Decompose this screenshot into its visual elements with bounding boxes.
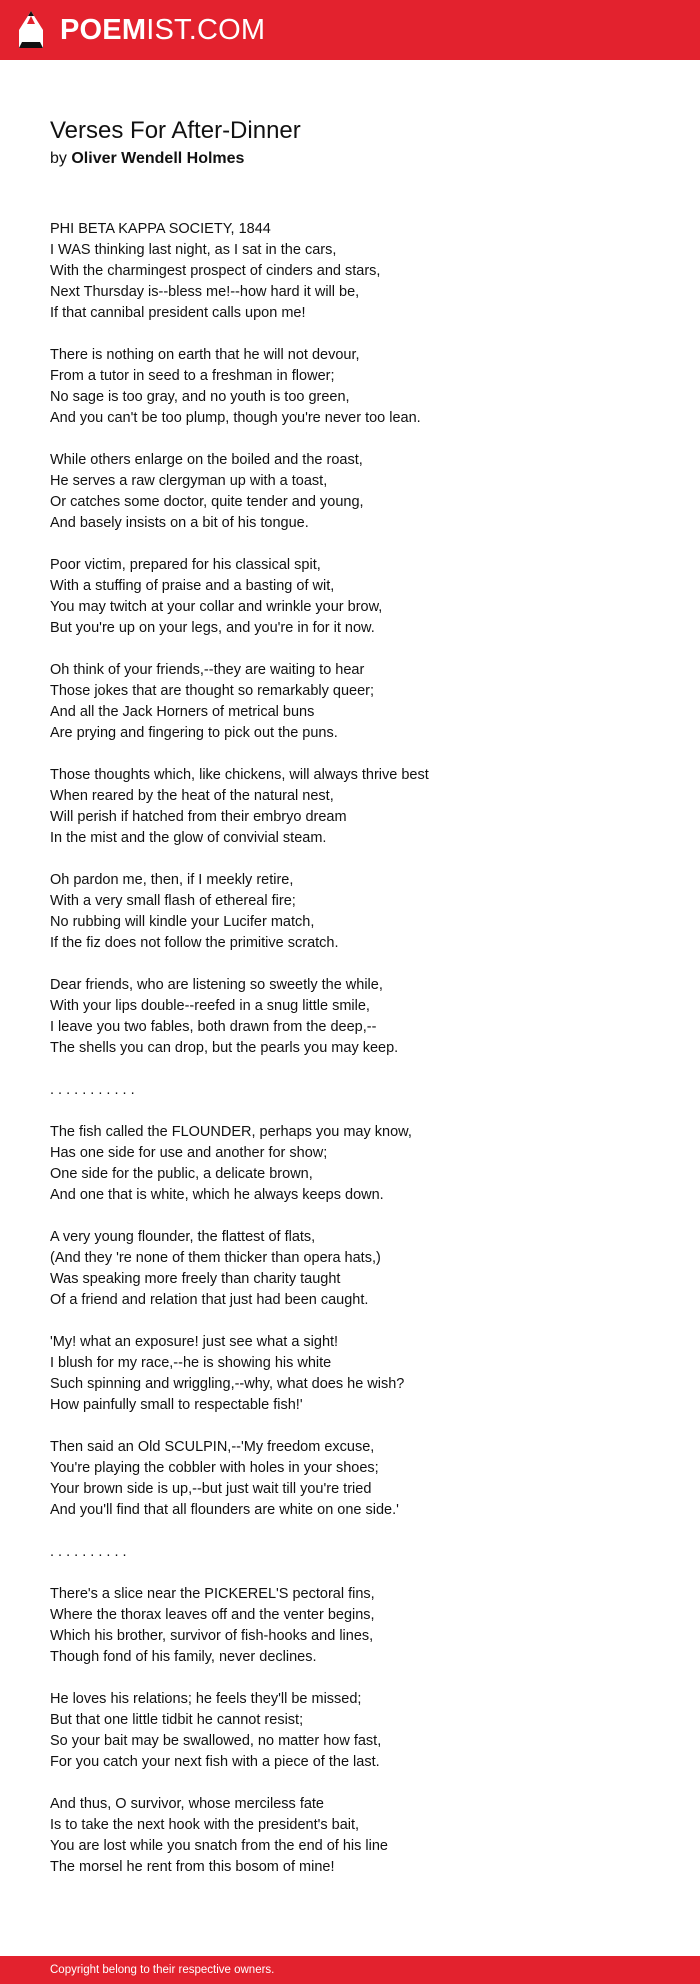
poem-line: Has one side for use and another for show;: [50, 1145, 328, 1161]
poem-line: I blush for my race,--he is showing his white: [50, 1355, 332, 1371]
poem-line: But you're up on your legs, and you're in for it now.: [50, 620, 375, 636]
site-logo-link[interactable]: [16, 10, 265, 50]
byline-prefix: by: [50, 150, 67, 167]
poem-line: But that one little tidbit he cannot resist;: [50, 1712, 304, 1728]
stanza: [50, 1794, 650, 1878]
poem-line: Are prying and fingering to pick out the puns.: [50, 725, 338, 741]
poem-line: 'My! what an exposure! just see what a sight!: [50, 1334, 339, 1350]
poem-line: Those jokes that are thought so remarkably queer;: [50, 683, 375, 699]
poem-line: Or catches some doctor, quite tender and young,: [50, 494, 364, 510]
pencil-icon: [16, 10, 46, 50]
poem-line: How painfully small to respectable fish!': [50, 1397, 303, 1413]
poem-header: [50, 116, 650, 170]
poem-line: He serves a raw clergyman up with a toast,: [50, 473, 328, 489]
poem-line: While others enlarge on the boiled and the roast,: [50, 452, 363, 468]
poem-line: With a very small flash of ethereal fire;: [50, 893, 296, 909]
top-bar: [0, 0, 700, 60]
poem-line: And thus, O survivor, whose merciless fate: [50, 1796, 324, 1812]
stanza: [50, 1584, 650, 1668]
stanza: [50, 219, 650, 324]
author-link[interactable]: Oliver Wendell Holmes: [71, 150, 245, 167]
poem-line: The fish called the FLOUNDER, perhaps you may know,: [50, 1124, 412, 1140]
poem-line: Will perish if hatched from their embryo dream: [50, 809, 347, 825]
poem-line: I WAS thinking last night, as I sat in the cars,: [50, 242, 337, 258]
poem-line: A very young flounder, the flattest of flats,: [50, 1229, 316, 1245]
poem-line: Poor victim, prepared for his classical spit,: [50, 557, 321, 573]
poem-line: If that cannibal president calls upon me!: [50, 305, 306, 321]
poem-line: In the mist and the glow of convivial steam.: [50, 830, 327, 846]
poem-line: There is nothing on earth that he will not devour,: [50, 347, 360, 363]
poem-line: One side for the public, a delicate brown,: [50, 1166, 313, 1182]
stanza: [50, 1227, 650, 1311]
poem-line: No rubbing will kindle your Lucifer match,: [50, 914, 315, 930]
poem-line: Oh pardon me, then, if I meekly retire,: [50, 872, 294, 888]
stanza: [50, 1332, 650, 1416]
logo-text: [60, 10, 265, 50]
poem-line: For you catch your next fish with a piece of the last.: [50, 1754, 380, 1770]
stanza: [50, 1437, 650, 1521]
poem-line: You're playing the cobbler with holes in your shoes;: [50, 1460, 379, 1476]
copyright-text: Copyright belong to their respective owners.: [50, 1964, 275, 1976]
stanza: [50, 1080, 650, 1101]
poem-line: And you can't be too plump, though you're never too lean.: [50, 410, 421, 426]
poem-line: If the fiz does not follow the primitive scratch.: [50, 935, 339, 951]
poem-line: So your bait may be swallowed, no matter how fast,: [50, 1733, 382, 1749]
poem-line: And you'll find that all flounders are white on one side.': [50, 1502, 399, 1518]
poem-line: There's a slice near the PICKEREL'S pectoral fins,: [50, 1586, 375, 1602]
poem-line: . . . . . . . . . . .: [50, 1082, 135, 1098]
poem-line: Dear friends, who are listening so sweetly the while,: [50, 977, 383, 993]
poem-line: . . . . . . . . . .: [50, 1544, 127, 1560]
logo-text-bold: POEM: [60, 14, 147, 46]
poem-body: [50, 219, 650, 1899]
stanza: [50, 345, 650, 429]
poem-line: (And they 're none of them thicker than opera hats,): [50, 1250, 381, 1266]
poem-line: With a stuffing of praise and a basting of wit,: [50, 578, 335, 594]
poem-line: And basely insists on a bit of his tongue.: [50, 515, 309, 531]
poem-line: Then said an Old SCULPIN,--'My freedom excuse,: [50, 1439, 375, 1455]
poem-line: No sage is too gray, and no youth is too green,: [50, 389, 350, 405]
poem-line: With the charmingest prospect of cinders and stars,: [50, 263, 381, 279]
poem-line: Those thoughts which, like chickens, will always thrive best: [50, 767, 429, 783]
stanza: [50, 765, 650, 849]
poem-line: Where the thorax leaves off and the venter begins,: [50, 1607, 375, 1623]
poem-line: And one that is white, which he always keeps down.: [50, 1187, 384, 1203]
poem-line: Next Thursday is--bless me!--how hard it will be,: [50, 284, 360, 300]
stanza: [50, 1542, 650, 1563]
poem-line: Such spinning and wriggling,--why, what does he wish?: [50, 1376, 405, 1392]
poem-line: And all the Jack Horners of metrical buns: [50, 704, 315, 720]
stanza: [50, 870, 650, 954]
stanza: [50, 660, 650, 744]
stanza: [50, 1122, 650, 1206]
poem-line: Is to take the next hook with the president's bait,: [50, 1817, 360, 1833]
poem-line: With your lips double--reefed in a snug little smile,: [50, 998, 370, 1014]
stanza: [50, 555, 650, 639]
footer-bar: [0, 1956, 700, 1984]
poem-line: The shells you can drop, but the pearls you may keep.: [50, 1040, 399, 1056]
poem-line: When reared by the heat of the natural nest,: [50, 788, 334, 804]
stanza: [50, 450, 650, 534]
poem-line: He loves his relations; he feels they'll be missed;: [50, 1691, 362, 1707]
poem-title: Verses For After-Dinner: [50, 117, 301, 144]
logo-text-light: IST.COM: [146, 14, 266, 46]
poem-line: I leave you two fables, both drawn from the deep,--: [50, 1019, 377, 1035]
poem-line: The morsel he rent from this bosom of mine!: [50, 1859, 335, 1875]
poem-line: Though fond of his family, never declines.: [50, 1649, 317, 1665]
poem-line: You are lost while you snatch from the end of his line: [50, 1838, 388, 1854]
poem-line: Was speaking more freely than charity taught: [50, 1271, 341, 1287]
byline: [50, 148, 650, 170]
poem-line: Your brown side is up,--but just wait till you're tried: [50, 1481, 372, 1497]
stanza: [50, 975, 650, 1059]
poem-line: From a tutor in seed to a freshman in flower;: [50, 368, 335, 384]
poem-line: Which his brother, survivor of fish-hooks and lines,: [50, 1628, 374, 1644]
poem-line: You may twitch at your collar and wrinkle your brow,: [50, 599, 383, 615]
stanza: [50, 1689, 650, 1773]
poem-line: PHI BETA KAPPA SOCIETY, 1844: [50, 221, 271, 237]
poem-line: Oh think of your friends,--they are waiting to hear: [50, 662, 365, 678]
poem-line: Of a friend and relation that just had been caught.: [50, 1292, 369, 1308]
